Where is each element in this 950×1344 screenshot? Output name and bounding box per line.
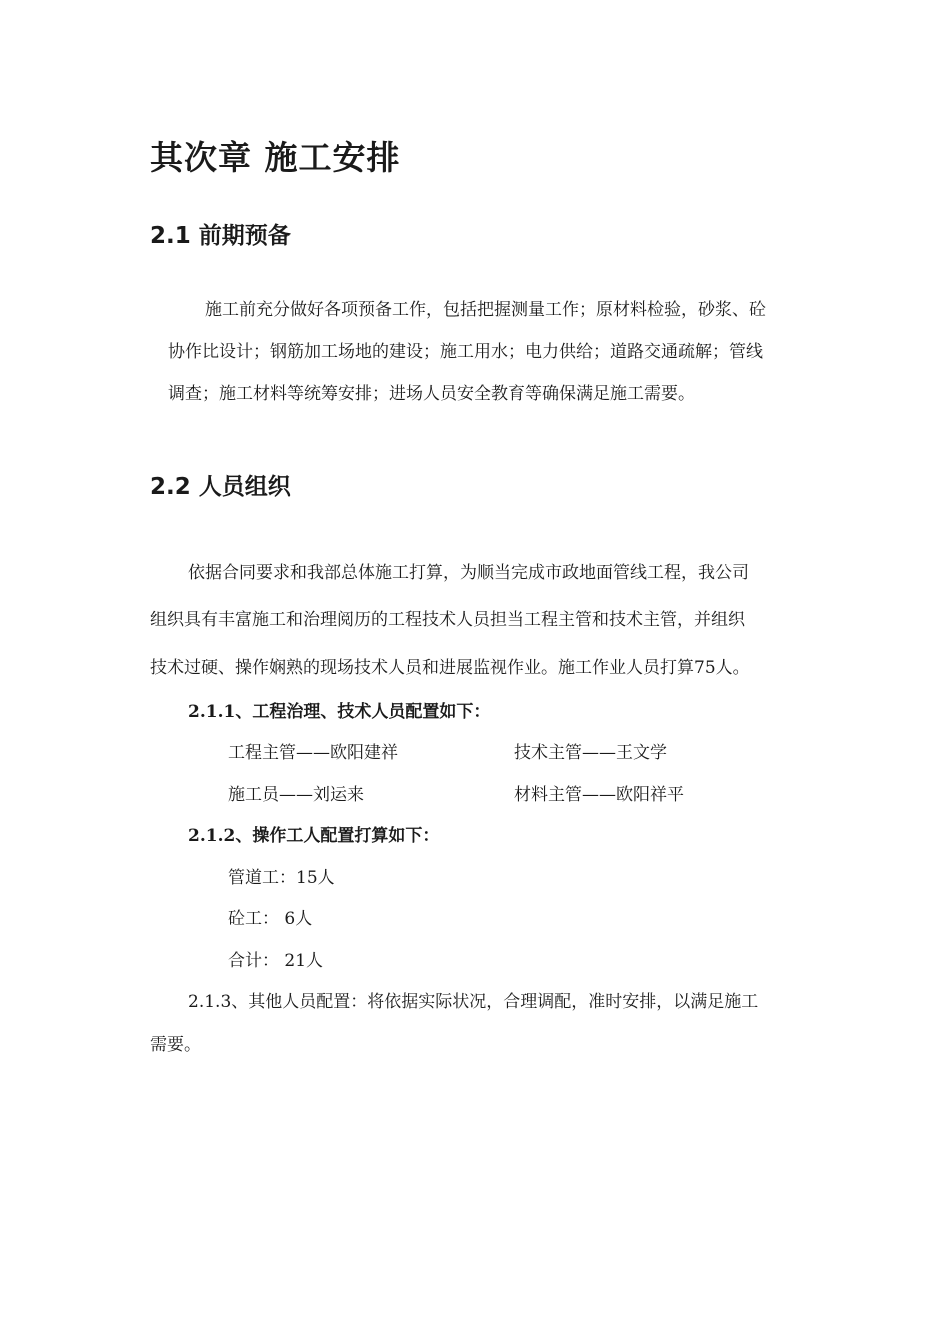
section-2-1-line-1: 施工前充分做好各项预备工作，包括把握测量工作；原材料检验，砂浆、砼 — [205, 300, 766, 320]
worker-concrete: 砼工： 6人 — [228, 909, 313, 929]
section-2-2-line-1: 依据合同要求和我部总体施工打算，为顺当完成市政地面管线工程，我公司 — [188, 563, 749, 583]
staff-construction-worker: 施工员——刘运来 — [228, 785, 364, 805]
chapter-title: 其次章 施工安排 — [150, 138, 401, 177]
subsection-2-1-3-line-2: 需要。 — [150, 1035, 201, 1055]
section-2-2-line-2: 组织具有丰富施工和治理阅历的工程技术人员担当工程主管和技术主管，并组织 — [150, 610, 745, 630]
worker-total: 合计： 21人 — [228, 951, 324, 971]
staff-technical-manager: 技术主管——王文学 — [514, 743, 667, 763]
staff-material-manager: 材料主管——欧阳祥平 — [514, 785, 684, 805]
section-2-1-line-2: 协作比设计；钢筋加工场地的建设；施工用水；电力供给；道路交通疏解；管线 — [168, 342, 763, 362]
staff-project-manager: 工程主管——欧阳建祥 — [228, 743, 398, 763]
section-2-1-title: 2.1 前期预备 — [150, 223, 291, 249]
section-2-1-line-3: 调查；施工材料等统筹安排；进场人员安全教育等确保满足施工需要。 — [168, 384, 695, 404]
subsection-2-1-3-line-1: 2.1.3、其他人员配置：将依据实际状况，合理调配，准时安排，以满足施工 — [188, 992, 759, 1012]
subsection-2-1-1-heading: 2.1.1、工程治理、技术人员配置如下： — [188, 702, 491, 722]
worker-pipe: 管道工：15人 — [228, 868, 335, 888]
section-2-2-title: 2.2 人员组织 — [150, 474, 291, 500]
section-2-2-line-3: 技术过硬、操作娴熟的现场技术人员和进展监视作业。施工作业人员打算75人。 — [150, 658, 750, 678]
subsection-2-1-2-heading: 2.1.2、操作工人配置打算如下： — [188, 826, 440, 846]
